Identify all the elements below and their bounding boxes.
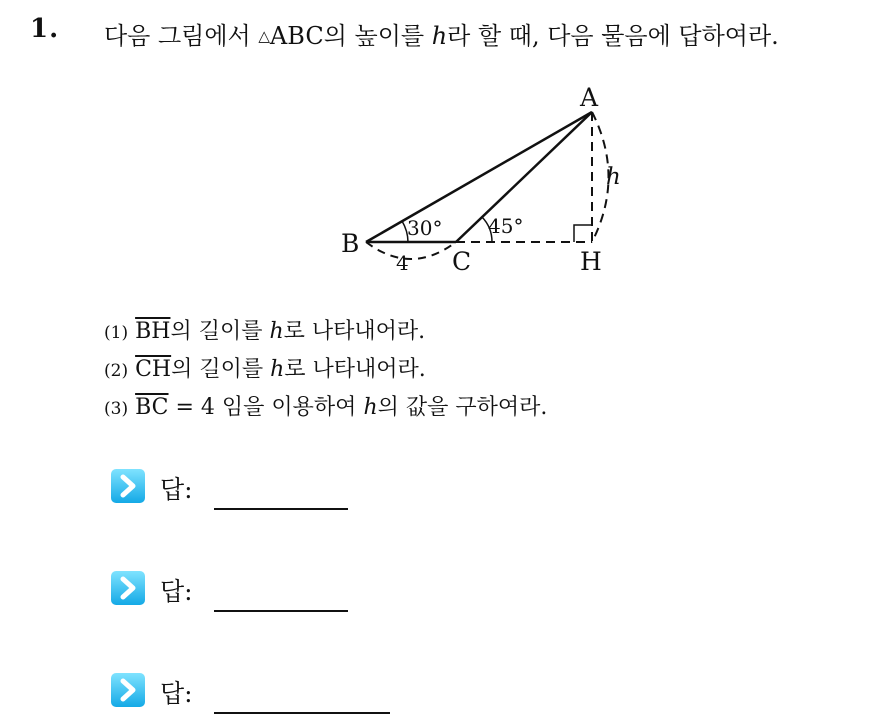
question-text-mid: 의 높이를 (323, 22, 432, 50)
subquestion-3 (104, 390, 547, 421)
question-text (104, 16, 779, 51)
triangle-figure (330, 80, 650, 280)
subquestion-mid: = 4 임을 이용하여 (168, 395, 364, 420)
label-angle-30: 30° (407, 216, 443, 240)
label-bc-length: 4 (396, 251, 409, 275)
question-number: 1. (30, 14, 60, 44)
answer-label: 답: (160, 475, 193, 504)
height-variable: h (431, 22, 448, 50)
subquestion-variable: h (269, 319, 284, 344)
triangle-symbol: △ (258, 27, 270, 45)
subquestion-number: (2) (104, 361, 129, 381)
subquestion-variable: h (363, 395, 378, 420)
segment-BA (366, 112, 592, 242)
subquestion-mid: 의 길이를 (170, 319, 270, 344)
segment-name: $\overline{CH}$ (135, 357, 172, 382)
subquestion-variable: h (270, 357, 285, 382)
answer-blank[interactable] (214, 610, 348, 612)
subquestion-1 (104, 314, 425, 345)
answer-label: 답: (160, 679, 193, 708)
label-B: B (341, 229, 360, 258)
triangle-name: ABC (269, 22, 324, 50)
segment-name: $\overline{BC}$ (135, 395, 169, 420)
question-text-before: 다음 그림에서 (104, 22, 259, 50)
subquestion-number: (3) (104, 399, 129, 419)
subquestion-end: 의 값을 구하여라. (377, 395, 548, 420)
bc-brace (366, 242, 456, 259)
chevron-right-icon (110, 468, 146, 504)
segment-CA (456, 112, 592, 242)
segment-name: $\overline{BH}$ (135, 319, 171, 344)
subquestion-end: 로 나타내어라. (283, 319, 426, 344)
subquestion-mid: 의 길이를 (171, 357, 271, 382)
right-angle-mark (574, 225, 592, 242)
label-h: h (606, 164, 621, 190)
answer-label: 답: (160, 577, 193, 606)
label-angle-45: 45° (488, 214, 524, 238)
answer-blank[interactable] (214, 712, 390, 714)
subquestion-number: (1) (104, 323, 129, 343)
chevron-right-icon (110, 570, 146, 606)
subquestion-end: 로 나타내어라. (284, 357, 426, 382)
label-C: C (452, 247, 472, 276)
chevron-right-icon (110, 672, 146, 708)
subquestion-2 (104, 352, 426, 383)
label-A: A (580, 83, 599, 112)
question-text-after: 라 할 때, 다음 물음에 답하여라. (447, 22, 779, 50)
answer-blank[interactable] (214, 508, 348, 510)
label-H: H (580, 247, 602, 276)
